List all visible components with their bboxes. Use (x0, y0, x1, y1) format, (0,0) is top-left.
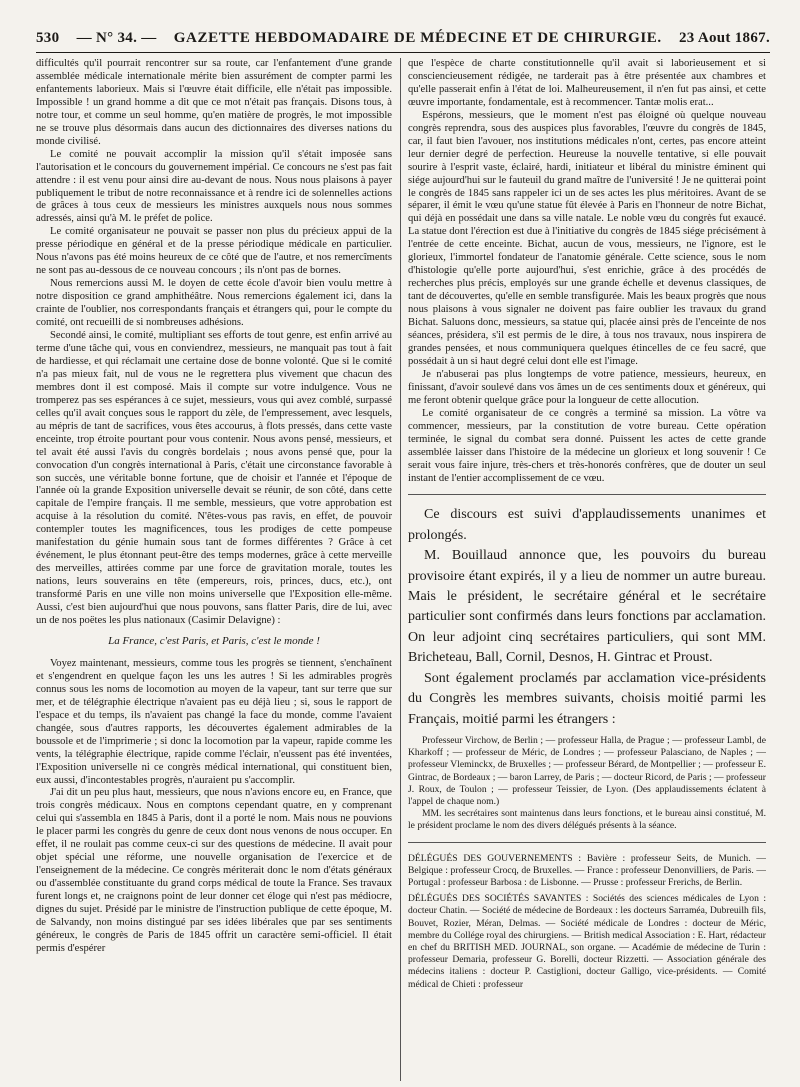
paragraph: Le comité ne pouvait accomplir la mission qu'il s'était imposée sans l'autorisation et le concours du gouvernement impérial. Ce concours ne s'est pas fait attendre : il est venu pour ainsi dire au-devant de nous. Nous nous plaisons à payer publiquement le tribut de notre reconnaissance et à rendre ici de solennelles actions de grâces à tous ceux de messieurs les ministres auxquels nous nous sommes adressés, ainsi qu'à M. le préfet de police. (36, 148, 392, 225)
verse-quote: La France, c'est Paris, et Paris, c'est le monde ! (108, 634, 320, 647)
left-column (36, 58, 392, 1083)
paragraph: Le comité organisateur ne pouvait se passer non plus du précieux appui de la presse périodique en général et de la presse périodique médicale en particulier. Nous n'avons pas été moins heureux de ce côté que de l'autre, et nos remercîments ne sont pas au-dessous de ce nouveau concours ; ils n'ont pas de bornes. (36, 226, 392, 277)
right-column (408, 58, 766, 1083)
paragraph: Voyez maintenant, messieurs, comme tous les progrès se tiennent, s'enchaînent et s'engendrent en quelque façon les uns les autres ! Si les admirables progrès connus sous les noms de locomotion au moyen de la vapeur, tant sur terre que sur mer, et de télégraphie électrique n'avaient pas eu déjà lieu ; si, sous le rapport de l'espace et du temps, ils n'avaient pas changé la face du monde, comme l'avaient changée, sous d'autres rapports, les découvertes également admirables de la boussole et de l'imprimerie ; si donc la locomotion par la vapeur, rapide comme les vents, la télégraphie électrique, rapide comme l'éclair, n'eussent pas été inventées, l'Exposition universelle ni ce congrès médical international, qui constituent bien, eux aussi, d'incontestables progrès, n'auraient pu s'accomplir. (36, 657, 392, 786)
vice-presidents-list: Professeur Virchow, de Berlin ; — professeur Halla, de Prague ; — professeur Lambl, de Kharkoff ; — professeur de Méric, de Londres ; — professeur Palasciano, de Naples ; — professeur Vleminckx, de Bruxelles ; — professeur Bérard, de Montpellier ; — professeur E. Gintrac, de Bordeaux ; — baron Larrey, de Paris ; — docteur Ricord, de Paris ; — professeur J. Roux, de Toulon ; — professeur Teissier, de Lyon. (Des applaudissements éclatent à l'appel de chaque nom.) (408, 734, 766, 807)
page-header (36, 24, 770, 53)
secretaries-note: MM. les secrétaires sont maintenus dans leurs fonctions, et le bureau ainsi constitué, M. le président proclame le nom des divers délégués présents à la séance. (408, 808, 766, 832)
report-paragraph: M. Bouillaud annonce que, les pouvoirs du bureau provisoire étant expirés, il y a lieu de nommer un autre bureau. Mais le président, le secrétaire général et le secrétaire particulier sont confirmés dans leurs fonctions par acclamation. On leur adjoint cinq secrétaires particuliers, qui sont MM. Bricheteau, Ball, Cornil, Desnos, H. Gintrac et Proust. (408, 548, 766, 666)
report-paragraph: Sont également proclamés par acclamation vice-présidents du Congrès les membres suivants, choisis moitié parmi les Français, moitié parmi les étrangers : (408, 670, 766, 727)
paragraph: Je n'abuserai pas plus longtemps de votre patience, messieurs, heureux, en finissant, d'avoir soulevé dans vos âmes un de ces sentiments doux et généreux, qui me feront obtenir quelque grâce pour la longueur de cette allocution. (408, 368, 766, 406)
page-number: 530 (36, 29, 60, 46)
section-divider (408, 494, 766, 495)
section-divider (408, 842, 766, 843)
issue-date: 23 Aout 1867. (679, 29, 770, 46)
paragraph: Le comité organisateur de ce congrès a terminé sa mission. La vôtre va commencer, messieurs, par la constitution de votre bureau. Cette opération terminée, le signal du combat sera donné. Puissent les actes de cette grande assemblée laisser dans l'histoire de la médecine un glorieux et long souvenir ! Ce serait vous faire injure, très-chers et très-honorés confrères, que de douter un seul instant de l'entier accomplissement de ce vœu. (408, 407, 766, 484)
paragraph: J'ai dit un peu plus haut, messieurs, que nous n'avions encore eu, en France, que trois congrès médicaux. Nous en comptons cependant quatre, en y comprenant celui qui s'assembla en 1845 à Paris, dont il a porté le nom. Mais nous ne pouvions le placer parmi les congrès du genre de ceux dont nous venons de nous occuper. En effet, il ne roulait pas comme ceux-ci sur des questions de médecine. Il avait pour objet spécial une réforme, une nouvelle organisation de l'exercice et de l'enseignement de la médecine. Ce congrès mériterait donc le nom d'états généraux ou d'assemblée constituante du grand corps médical de toute la France. Ses travaux furent longs et, ne craignons point de leur donner cet éloge qui n'est pas médiocre, dignes du sujet. Présidé par le ministre de l'instruction publique de cette époque, M. de Salvandy, non moins distingué par ses idées libérales que par ses sentiments généreux, le congrès de Paris de 1845 offrit un caractère semi-officiel. Il était permis d'espérer (36, 787, 392, 954)
delegates-governments: DÉLÉGUÉS DES GOUVERNEMENTS : Bavière : professeur Seits, de Munich. — Belgique : professeur Crocq, de Bruxelles. — France : professeur Denonvilliers, de Paris. — Portugal : professeur Barbosa : de Lisbonne. — Prusse : professeur Frerichs, de Berlin. (408, 852, 766, 888)
journal-title: GAZETTE HEBDOMADAIRE DE MÉDECINE ET DE CHIRURGIE. (173, 29, 662, 46)
paragraph: Nous remercions aussi M. le doyen de cette école d'avoir bien voulu mettre à notre disposition ce grand amphithéâtre. Nous remercions également ici, dans la crainte de l'oublier, nos correspondants français et étrangers qui, pour le compte du comité, ont recueilli de si nombreuses adhésions. (36, 278, 392, 329)
paragraph: Espérons, messieurs, que le moment n'est pas éloigné où quelque nouveau congrès reprendra, sous des auspices plus favorables, l'œuvre du congrès de 1845, car, il faut bien l'avouer, nos institutions médicales n'ont, certes, pas encore atteint leur dernier degré de perfection. Heureuse la nouvelle tentative, si elle pouvait sourire à l'esprit vaste, éclairé, hardi, initiateur et libéral du ministre éminent qui siége aujourd'hui sur le fauteuil du grand maître de l'université ! Je ne quitterai point le congrès de 1845 sans rappeler ici un de ses actes les plus méritoires. Avant de se séparer, il émit le vœu qu'une statue fût élevée à Paris en l'honneur de notre Bichat, qui déjà en possédait une dans sa ville natale. Le noble vœu du congrès fut exaucé. La statue dont l'érection est due à l'initiative du congrès de 1845 siége précisément à l'entrée de cette enceinte. Bichat, aucun de vous, messieurs, ne l'ignore, est le glorieux, l'immortel fondateur de l'anatomie générale. Cette science, sous le nom d'histologie qu'elle porte aujourd'hui, s'est enrichie, grâce à des procédés de recherches plus précis, employés sur une grande échelle et devenus classiques, de tant de découvertes, qu'elle en semble transfigurée. Mais les beaux progrès que nous nous plaisons à vous signaler ne doivent pas faire oublier les travaux du grand Bichat. Saluons donc, messieurs, sa statue qui, placée ainsi près de l'enceinte de nos séances, présidera, s'il est permis de le dire, à tous nos travaux, nous inspirera de grandes pensées, et nous communiquera quelques étincelles de ce feu sacré, que possédait à un si haut degré celui dont elle est l'image. (408, 109, 766, 367)
paragraph: Secondé ainsi, le comité, multipliant ses efforts de tout genre, est enfin arrivé au terme d'une tâche qui, vous en conviendrez, messieurs, ne manquait pas tout à fait de hardiesse, et qui réclamait une certaine dose de bonne volonté. Que si le comité n'a pas mieux fait, nul de vous ne le regrettera plus vivement que chacun des membres dont il est composé. Mais il compte sur votre indulgence. Vous ne tromperez pas ses espérances à ce sujet, messieurs, vous qui avez comblé, surpassé celles qu'il avait conçues sous le rapport du zèle, de l'empressement, avec lesquels, au mépris de tant de sacrifices, vous êtes accourus, à flots pressés, dans cette vaste enceinte, trop étroite pourtant pour vous contenir. Nous avons pensé, messieurs, et tel avait été aussi l'avis du congrès bordelais ; nous avons pensé que, pour la convocation d'un congrès international à Paris, c'était une circonstance favorable à son succès, une véritable bonne fortune, que de choisir et l'année et l'époque de l'année où la grande Exposition universelle devait se réunir, de son côté, dans cette capitale de l'empire français. Il me semble, messieurs, que votre approbation est acquise à la résolution du comité. N'êtes-vous pas ravis, en effet, de pouvoir contempler toutes les magnificences, tous les prodiges de cette pompeuse manifestation du génie humain sous tant de formes différentes ? Grâce à cet événement, le plus étonnant peut-être des temps modernes, grâce à cette merveille des merveilles, attirées comme par une force de gravitation morale, toutes les nations, leurs souverains en tête (empereurs, rois, princes, ducs, etc.), ont transformé Paris en une ville non moins universelle que l'Exposition elle-même. Aussi, c'est bien aujourd'hui que nous pouvons, sans flatter Paris, dire de lui, avec un de nos poëtes les plus nationaux (Casimir Delavigne) : (36, 330, 392, 626)
issue-number: — N° 34. — (76, 29, 157, 46)
report-paragraph: Ce discours est suivi d'applaudissements unanimes et prolongés. (408, 507, 766, 543)
column-divider (400, 58, 401, 1081)
paragraph: difficultés qu'il pourrait rencontrer sur sa route, car l'enfantement d'une grande assemblée médicale internationale mérite bien assurément de compter parmi les enfantements laborieux. Mais si l'œuvre était difficile, elle n'était pas impossible. Impossible ! un grand homme a dit que ce mot n'était pas français. Disons tous, à notre tour, et comme un seul homme, qu'en matière de progrès, le mot impossible ne se trouve plus désormais dans aucun des dictionnaires des diverses nations du monde civilisé. (36, 58, 392, 147)
delegates-societies: DÉLÉGUÉS DES SOCIÉTÉS SAVANTES : Sociétés des sciences médicales de Lyon : docteur Chatin. — Société de médecine de Bordeaux : les docteurs Sarraméa, Dubreuilh fils, Bouvet, Rozier, Méran, Delmas. — Société médicale de Londres : docteur de Méric, membre du Collége royal des chirurgiens. — British medical Association : E. Hart, rédacteur en chef du BRITISH MED. JOURNAL, son organe. — Académie de médecine de Turin : professeur Demaria, professeur G. Borelli, docteur Rizzetti. — Association générale des médecins italiens : docteur P. Castiglioni, docteur Galligo, vice-présidents. — Comité médical de Chieti : professeur (408, 893, 766, 990)
paragraph: que l'espèce de charte constitutionnelle qu'il avait si laborieusement et si consciencieusement rédigée, ne tarderait pas à être présentée aux chambres et qu'elle passerait enfin à l'état de loi. Malheureusement, il n'en fut pas ainsi, et cette œuvre importante, fondamentale, est à recommencer. Tantæ molis erat... (408, 58, 766, 108)
